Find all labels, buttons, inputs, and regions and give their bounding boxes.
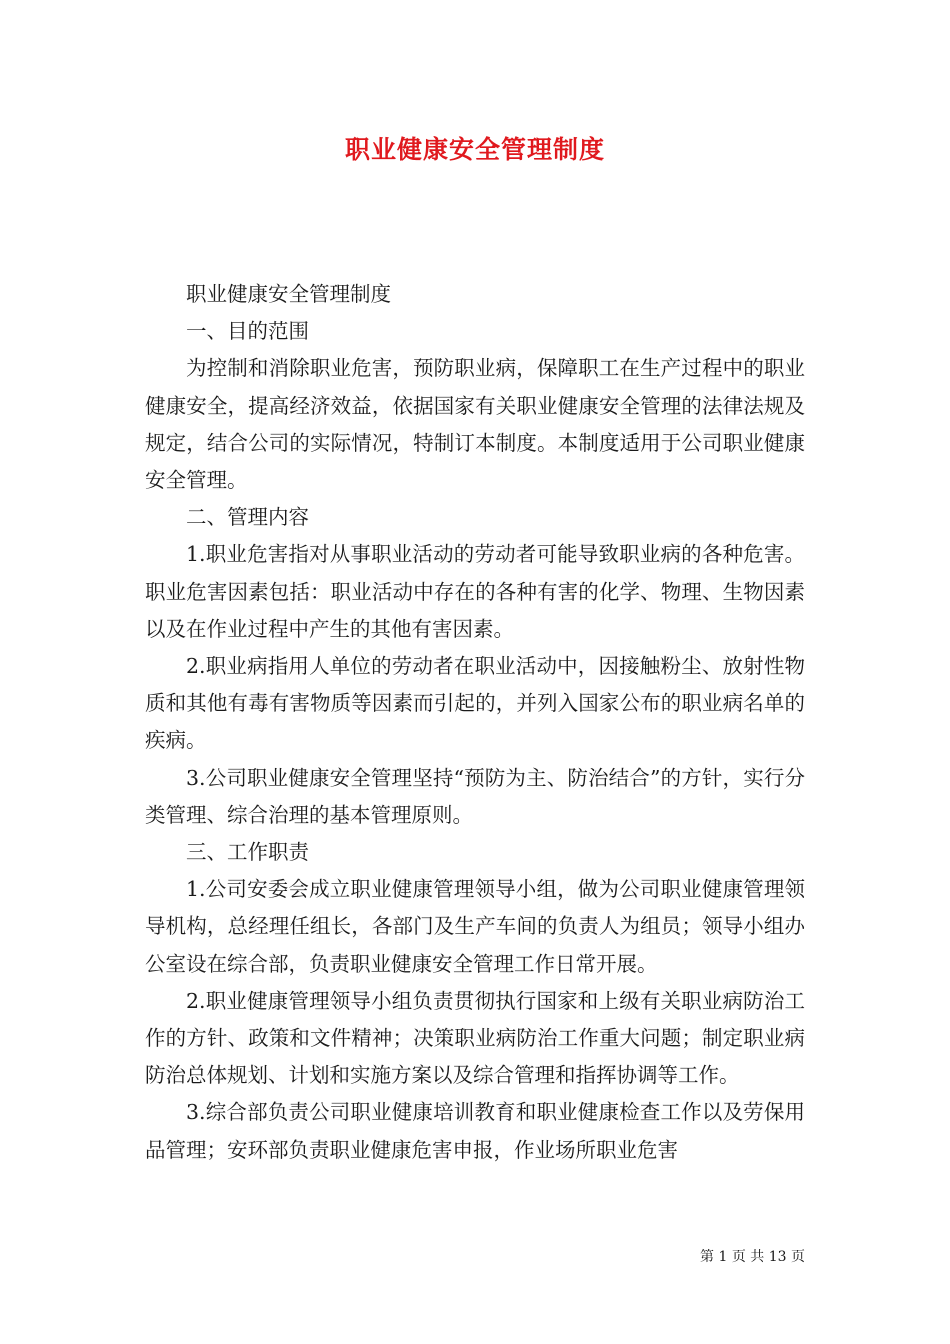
paragraph-duties-3: 3.综合部负责公司职业健康培训教育和职业健康检查工作以及劳保用品管理；安环部负责职业健康危害申报，作业场所职业危害 [145, 1100, 805, 1162]
paragraph-content-2: 2.职业病指用人单位的劳动者在职业活动中，因接触粉尘、放射性物质和其他有毒有害物质等因素而引起的，并列入国家公布的职业病名单的疾病。 [145, 654, 805, 753]
section-heading-content: 二、管理内容 [186, 505, 309, 530]
paragraph-purpose: 为控制和消除职业危害，预防职业病，保障职工在生产过程中的职业健康安全，提高经济效益，依据国家有关职业健康安全管理的法律法规及规定，结合公司的实际情况，特制订本制度。本制度适用于公司职业健康安全管理。 [145, 356, 805, 493]
paragraph-heading: 职业健康安全管理制度 [186, 282, 391, 306]
section-heading-purpose: 一、目的范围 [186, 319, 309, 344]
paragraph-content-1: 1.职业危害指对从事职业活动的劳动者可能导致职业病的各种危害。职业危害因素包括：职业活动中存在的各种有害的化学、物理、生物因素以及在作业过程中产生的其他有害因素。 [145, 542, 805, 641]
paragraph-duties-2: 2.职业健康管理领导小组负责贯彻执行国家和上级有关职业病防治工作的方针、政策和文件精神；决策职业病防治工作重大问题；制定职业病防治总体规划、计划和实施方案以及综合管理和指挥协调等工作。 [145, 988, 805, 1088]
document-body [145, 276, 805, 1169]
paragraph-duties-1: 1.公司安委会成立职业健康管理领导小组，做为公司职业健康管理领导机构，总经理任组长，各部门及生产车间的负责人为组员；领导小组办公室设在综合部，负责职业健康安全管理工作日常开展。 [145, 877, 805, 976]
page-number: 第 1 页 共 13 页 [700, 1249, 805, 1265]
paragraph-content-3: 3.公司职业健康安全管理坚持“预防为主、防治结合”的方针，实行分类管理、综合治理的基本管理原则。 [145, 765, 805, 827]
document-title: 职业健康安全管理制度 [344, 135, 605, 164]
section-heading-duties: 三、工作职责 [186, 840, 309, 865]
